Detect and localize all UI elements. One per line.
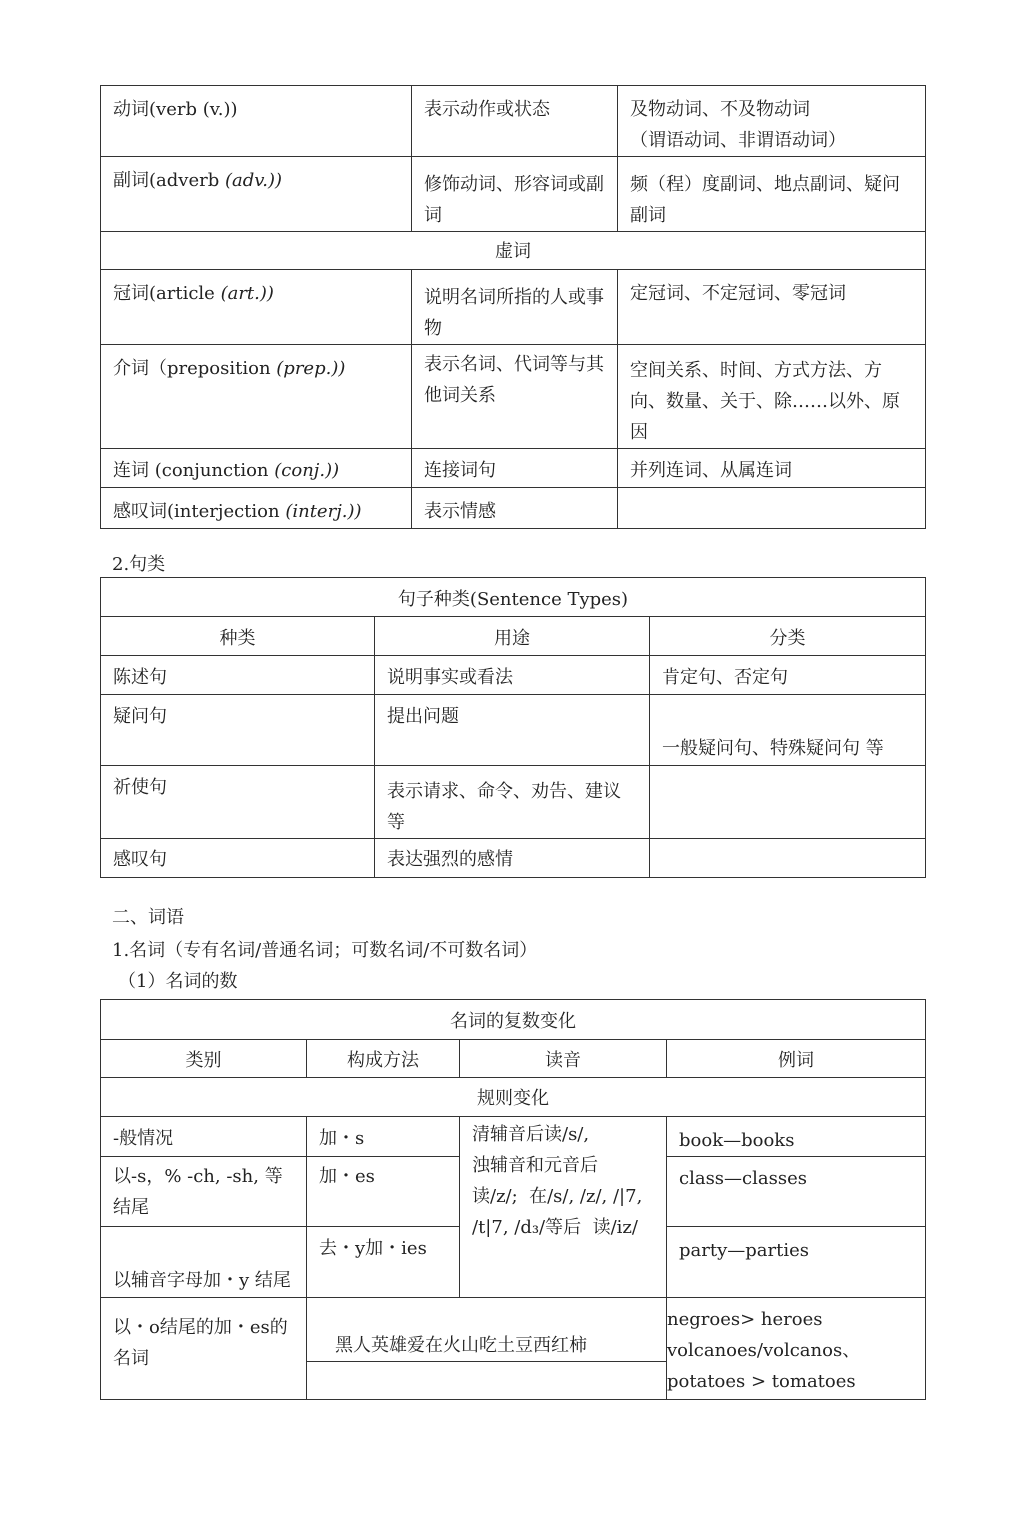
table-header-row bbox=[101, 1040, 926, 1078]
table-cell: 虚词 bbox=[101, 232, 926, 270]
table-cell: 说明事实或看法 bbox=[375, 656, 650, 695]
table-title: 名词的复数变化 bbox=[101, 1000, 926, 1040]
table-cell bbox=[307, 1362, 667, 1400]
table-row bbox=[101, 839, 926, 878]
table-cell: 冠词(article (art.)) bbox=[101, 270, 412, 345]
section-heading-sentence-types: 2.句类 bbox=[112, 554, 166, 575]
table-cell: 提出问题 bbox=[375, 695, 650, 766]
table-cell: 连接词句 bbox=[412, 449, 618, 488]
table-row bbox=[101, 157, 926, 232]
table-cell: 动词(verb (v.)) bbox=[101, 86, 412, 157]
table-row bbox=[101, 695, 926, 766]
table-cell: 以・o结尾的加・es的名词 bbox=[101, 1298, 307, 1400]
table-row bbox=[101, 1298, 926, 1362]
table-cell: 并列连词、从属连词 bbox=[618, 449, 926, 488]
table-row bbox=[101, 449, 926, 488]
table-cell: class—classes bbox=[667, 1157, 926, 1227]
table-cell: 修饰动词、形容词或副词 bbox=[412, 157, 618, 232]
table-cell: 加・s bbox=[307, 1117, 460, 1157]
table-cell: 一般疑问句、特殊疑问句 等 bbox=[650, 695, 926, 766]
column-header: 类别 bbox=[101, 1040, 307, 1078]
table-row bbox=[101, 1117, 926, 1157]
table-cell: 清辅音后读/s/, 浊辅音和元音后 读/z/; 在/s/, /z/, /|7, /t|7, /d₃/等后 读/iz/ bbox=[460, 1117, 667, 1298]
table-cell: 副词(adverb (adv.)) bbox=[101, 157, 412, 232]
table-cell: party—parties bbox=[667, 1227, 926, 1298]
column-header: 读音 bbox=[460, 1040, 667, 1078]
table-title: 句子种类(Sentence Types) bbox=[101, 578, 926, 617]
table-header-row bbox=[101, 617, 926, 656]
table-cell: 表示情感 bbox=[412, 488, 618, 529]
table-row bbox=[101, 488, 926, 529]
table-cell: 陈述句 bbox=[101, 656, 375, 695]
table-cell: 频（程）度副词、地点副词、疑问副词 bbox=[618, 157, 926, 232]
table-cell: 及物动词、不及物动词 （谓语动词、非谓语动词） bbox=[618, 86, 926, 157]
section-heading-noun-number: （1）名词的数 bbox=[118, 971, 238, 992]
table-cell: 疑问句 bbox=[101, 695, 375, 766]
table-cell: 表示动作或状态 bbox=[412, 86, 618, 157]
table-cell: 表示名词、代词等与其他词关系 bbox=[412, 345, 618, 449]
table-row bbox=[101, 766, 926, 839]
column-header: 用途 bbox=[375, 617, 650, 656]
table-cell: 连词 (conjunction (conj.)) bbox=[101, 449, 412, 488]
noun-plural-table bbox=[100, 999, 926, 1400]
section-heading-words: 二、词语 bbox=[112, 907, 184, 928]
column-header: 构成方法 bbox=[307, 1040, 460, 1078]
table-row bbox=[101, 232, 926, 270]
table-cell: 空间关系、时间、方式方法、方向、数量、关于、除……以外、原因 bbox=[618, 345, 926, 449]
table-cell: 去・y加・ies bbox=[307, 1227, 460, 1298]
table-row bbox=[101, 86, 926, 157]
table-cell: -般情况 bbox=[101, 1117, 307, 1157]
table-cell: 介词（preposition (prep.)) bbox=[101, 345, 412, 449]
table-row bbox=[101, 578, 926, 617]
table-cell: 表示请求、命令、劝告、建议等 bbox=[375, 766, 650, 839]
table-row bbox=[101, 345, 926, 449]
table-cell: negroes> heroes volcanoes/volcanos、 potatoes > tomatoes bbox=[667, 1298, 926, 1400]
table-cell: 感叹句 bbox=[101, 839, 375, 878]
column-header: 分类 bbox=[650, 617, 926, 656]
word-class-table bbox=[100, 85, 926, 529]
table-cell: 以辅音字母加・y 结尾 bbox=[101, 1227, 307, 1298]
table-cell bbox=[650, 839, 926, 878]
table-row bbox=[101, 656, 926, 695]
column-header: 例词 bbox=[667, 1040, 926, 1078]
section-heading-noun: 1.名词（专有名词/普通名词；可数名词/不可数名词） bbox=[112, 940, 538, 961]
table-cell: 表达强烈的感情 bbox=[375, 839, 650, 878]
column-header: 种类 bbox=[101, 617, 375, 656]
table-row bbox=[101, 1078, 926, 1117]
table-cell bbox=[618, 488, 926, 529]
table-cell: 肯定句、否定句 bbox=[650, 656, 926, 695]
table-cell: 以-s，% -ch, -sh, 等结尾 bbox=[101, 1157, 307, 1227]
table-cell: 规则变化 bbox=[101, 1078, 926, 1117]
table-cell: 说明名词所指的人或事物 bbox=[412, 270, 618, 345]
table-cell: 加・es bbox=[307, 1157, 460, 1227]
table-cell: 感叹词(interjection (interj.)) bbox=[101, 488, 412, 529]
table-cell: book—books bbox=[667, 1117, 926, 1157]
table-cell: 祈使句 bbox=[101, 766, 375, 839]
table-cell bbox=[650, 766, 926, 839]
table-cell: 黑人英雄爱在火山吃土豆西红柿 bbox=[307, 1298, 667, 1362]
table-row bbox=[101, 1000, 926, 1040]
sentence-types-table bbox=[100, 577, 926, 878]
table-cell: 定冠词、不定冠词、零冠词 bbox=[618, 270, 926, 345]
table-row bbox=[101, 270, 926, 345]
